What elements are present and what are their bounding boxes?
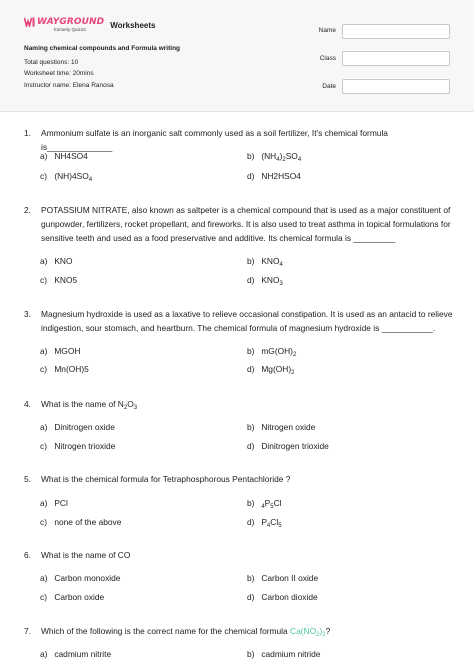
option-d[interactable]: d) $P_4Cl_5$ [247,517,282,529]
brand-row [24,17,155,37]
question-text: POTASSIUM NITRATE, also known as saltpeter is a chemical compound that is used as a major constituent of gunpowder, fertilizers, rocket propellant, and fireworks. It is also used to treat asthma in topical formulations for sensitive teeth and used as a food preservative and additive. Its chemical formula is _________ [41,205,451,243]
question-number: 7. [24,626,31,636]
option-c[interactable]: c) KNO5 [40,275,78,285]
question-number: 1. [24,128,31,138]
question-6 [24,548,454,562]
worksheet-name: Naming chemical compounds and Formula writing [24,45,181,52]
question-text: What is the name of $N_2O_3$ [41,399,138,411]
class-label: Class [319,55,336,62]
option-d[interactable]: d) $KNO_3$ [247,275,283,287]
logo-subtext: formerly Quizizz [54,27,87,32]
worksheet-meta [24,44,194,90]
option-a[interactable]: a) cadmium nitrite [40,649,112,659]
date-field[interactable] [342,79,450,94]
class-field[interactable] [342,51,450,66]
option-c[interactable]: c) $(NH)4SO_4$ [40,171,93,183]
question-number: 5. [24,474,31,484]
option-a[interactable]: a) MGOH [40,346,81,356]
question-4 [24,397,454,415]
question-3 [24,307,454,335]
total-questions: Total questions: 10 [24,58,79,66]
logo-mark-icon [24,17,35,27]
option-b[interactable]: b) $_4P_5Cl$ [247,498,282,510]
option-c[interactable]: c) Carbon oxide [40,592,105,602]
option-b[interactable]: b) Nitrogen oxide [247,422,316,432]
option-d[interactable]: d) Dinitrogen trioxide [247,441,329,451]
header-title: Worksheets [110,21,156,30]
question-text: Ammonium sulfate is an inorganic salt commonly used as a soil fertilizer, It's chemical formula is______________ [41,128,388,152]
option-b[interactable]: b) Carbon II oxide [247,573,319,583]
option-a[interactable]: a) KNO [40,256,73,266]
name-label: Name [318,27,336,34]
question-7 [24,624,454,642]
option-a[interactable]: a) Carbon monoxide [40,573,121,583]
question-number: 6. [24,550,31,560]
option-b[interactable]: b) $KNO_4$ [247,256,283,268]
option-c[interactable]: c) Nitrogen trioxide [40,441,116,451]
option-b[interactable]: b) $(NH_4)_2SO_4$ [247,151,302,163]
worksheet-time: Worksheet time: 20mins [24,70,94,77]
instructor-name: Instructor name: Elena Ranosa [24,81,114,89]
option-d[interactable]: d) Carbon dioxide [247,592,318,602]
question-text: Which of the following is the correct name for the chemical formula $Ca(NO_2)_2$? [41,626,331,638]
logo-text: WAYGROUND [37,17,105,27]
option-a[interactable]: a) NH4SO4 [40,151,88,161]
option-b[interactable]: b) $mG(OH)_2$ [247,346,297,358]
highlighted-formula: $Ca(NO_2)_2$ [290,626,326,638]
question-text: Magnesium hydroxide is used as a laxative to relieve occasional constipation. It is used as an antacid to relieve indigestion, sour stomach, and heartburn. The chemical formula of magnesium hydroxide is ___________. [41,309,453,333]
question-text: What is the name of CO [41,550,131,560]
option-c[interactable]: c) Mn(OH)5 [40,364,89,374]
option-a[interactable]: a) Dinitrogen oxide [40,422,115,432]
question-number: 4. [24,399,31,409]
option-d[interactable]: d) $Mg(OH)_2$ [247,364,295,376]
option-c[interactable]: c) none of the above [40,517,122,527]
option-d[interactable]: d) NH2HSO4 [247,171,301,181]
option-b[interactable]: b) cadmium nitride [247,649,321,659]
wayground-logo [24,17,104,32]
worksheet-header [0,0,474,112]
question-5 [24,472,454,486]
question-1 [24,126,454,154]
question-number: 3. [24,309,31,319]
option-a[interactable]: a) PCl [40,498,68,508]
question-2 [24,203,454,245]
name-field[interactable] [342,24,450,39]
date-label: Date [322,83,336,90]
question-number: 2. [24,205,31,215]
question-text: What is the chemical formula for Tetraphosphorous Pentachloride ? [41,474,291,484]
